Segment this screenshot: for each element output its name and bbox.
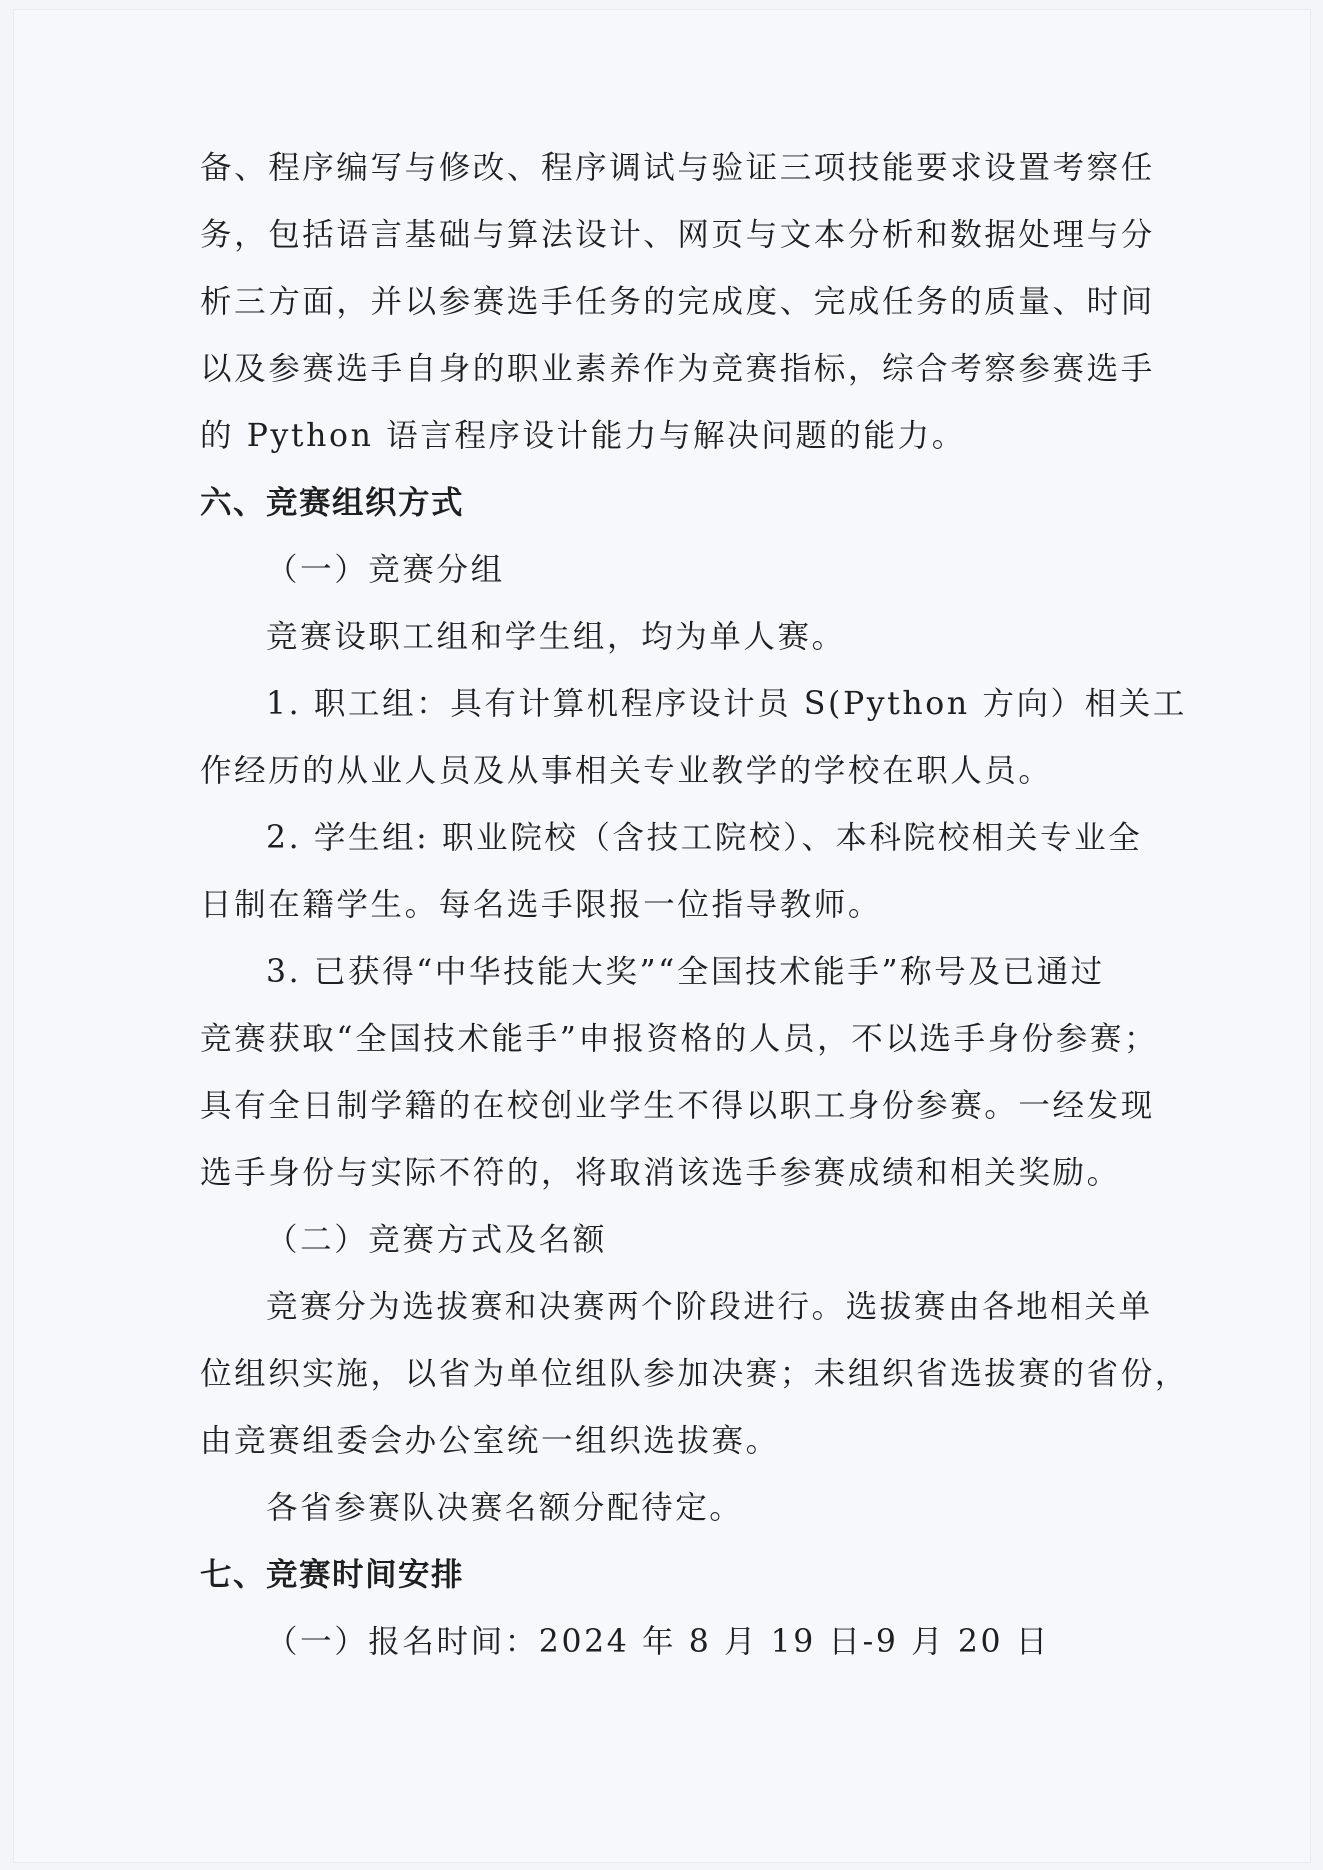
paragraph-line: 的 Python 语言程序设计能力与解决问题的能力。 <box>200 418 966 454</box>
paragraph-line: 竞赛设职工组和学生组，均为单人赛。 <box>266 619 846 655</box>
paragraph-line: 备、程序编写与修改、程序调试与验证三项技能要求设置考察任 <box>200 150 1155 186</box>
paragraph-line: 位组织实施，以省为单位组队参加决赛；未组织省选拔赛的省份， <box>200 1356 1189 1392</box>
paragraph-line: 竞赛获取“全国技术能手”申报资格的人员，不以选手身份参赛； <box>200 1021 1159 1057</box>
paragraph-line: 以及参赛选手自身的职业素养作为竞赛指标，综合考察参赛选手 <box>200 351 1155 387</box>
paragraph-line: 由竞赛组委会办公室统一组织选拔赛。 <box>200 1423 780 1459</box>
paragraph-line: 选手身份与实际不符的，将取消该选手参赛成绩和相关奖励。 <box>200 1155 1121 1191</box>
list-item-line: 1. 职工组：具有计算机程序设计员 S(Python 方向）相关工 <box>266 686 1187 722</box>
paragraph-line: 务，包括语言基础与算法设计、网页与文本分析和数据处理与分 <box>200 217 1155 253</box>
paragraph-line: 具有全日制学籍的在校创业学生不得以职工身份参赛。一经发现 <box>200 1088 1155 1124</box>
list-item-line: 3. 已获得“中华技能大奖”“全国技术能手”称号及已通过 <box>266 954 1105 990</box>
paragraph-line: 析三方面，并以参赛选手任务的完成度、完成任务的质量、时间 <box>200 284 1155 320</box>
list-item-line: 2. 学生组: 职业院校（含技工院校）、本科院校相关专业全 <box>266 820 1143 856</box>
paragraph-line: 作经历的从业人员及从事相关专业教学的学校在职人员。 <box>200 753 1053 789</box>
page-content <box>14 10 1310 1862</box>
subsection-heading: （一）报名时间：2024 年 8 月 19 日-9 月 20 日 <box>266 1624 1050 1660</box>
section-heading: 七、竞赛时间安排 <box>200 1557 465 1593</box>
paragraph-line: 各省参赛队决赛名额分配待定。 <box>266 1490 744 1526</box>
subsection-heading: （二）竞赛方式及名额 <box>266 1222 608 1258</box>
paragraph-line: 日制在籍学生。每名选手限报一位指导教师。 <box>200 887 883 923</box>
subsection-heading: （一）竞赛分组 <box>266 552 505 588</box>
section-heading: 六、竞赛组织方式 <box>200 485 465 521</box>
paragraph-line: 竞赛分为选拔赛和决赛两个阶段进行。选拔赛由各地相关单 <box>266 1289 1153 1325</box>
document-page <box>14 10 1310 1862</box>
